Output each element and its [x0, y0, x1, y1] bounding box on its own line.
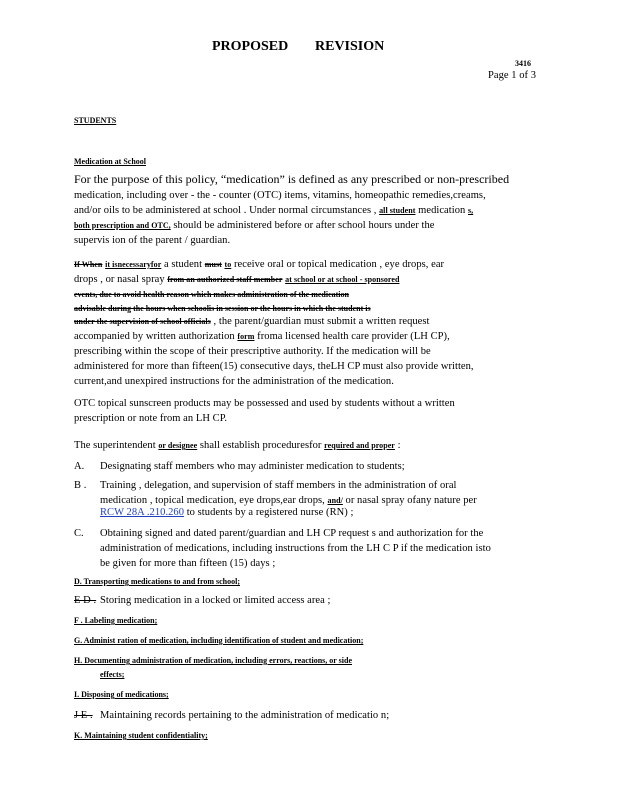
para1-line4-text: should be administered before or after school hours under the — [173, 220, 435, 231]
item-d: D. Transporting medications to and from school; — [74, 577, 241, 586]
para2-drops: drops , or nasal spray — [74, 274, 165, 285]
item-c-line1: Obtaining signed and dated parent/guardian and LH CP request s and authorization for the — [100, 528, 484, 539]
item-i: I. Disposing of medications; — [74, 690, 169, 699]
para1-line2: medication, including over - the - counter (OTC) items, vitamins, homeopathic remedies,creams, — [74, 190, 486, 201]
para2-to: to — [224, 260, 232, 269]
title-revision: REVISION — [315, 39, 385, 54]
item-b-medication: medication , topical medication, eye drops,ear drops, — [100, 495, 325, 506]
item-c-line3: be given for more than fifteen (15) days ; — [100, 558, 276, 569]
policy-number: 3416 — [515, 59, 531, 68]
para2-line9: current,and unexpired instructions for the administration of the medication. — [74, 376, 394, 387]
para2-line3: events, due to avoid health reason which makes administration of the medication — [74, 290, 349, 299]
para3-line1: OTC topical sunscreen products may be possessed and used by students without a written — [74, 398, 455, 409]
para2-from-authorized: from an authorized staff member — [167, 275, 283, 284]
item-j-text: Maintaining records pertaining to the administration of medicatio n; — [100, 710, 390, 721]
item-b-line1: Training , delegation, and supervision of staff members in the administration of oral — [100, 480, 457, 491]
para2-line2 — [74, 274, 399, 285]
subheading: Medication at School — [74, 157, 146, 166]
item-g: G. Administ ration of medication, including identification of student and medication; — [74, 636, 364, 645]
para4-text-a: The superintendent — [74, 440, 156, 451]
para4-text-c: shall establish proceduresfor — [199, 440, 322, 451]
para2-accompanied: accompanied by written authorization — [74, 331, 235, 342]
para2-supervision: under the supervision of school officials — [74, 317, 211, 326]
para1-line4 — [74, 220, 435, 231]
para2-form: form — [237, 332, 255, 341]
para2-parent-submit: , the parent/guardian must submit a written request — [213, 316, 430, 327]
para2-licensed: froma licensed health care provider (LH CP), — [257, 331, 450, 342]
para2-a-student: a student — [163, 259, 203, 270]
item-h: H. Documenting administration of medication, including errors, reactions, or side — [74, 656, 352, 665]
para1-line3 — [74, 205, 473, 216]
rcw-link[interactable]: RCW 28A .210.260 — [100, 507, 185, 518]
para2-at-school: at school or at school - sponsored — [285, 275, 400, 284]
para1-line3-text: and/or oils to be administered at school . Under normal circumstances , — [74, 205, 377, 216]
item-b-nasal: or nasal spray ofany nature per — [345, 495, 477, 506]
page-number: Page 1 of 3 — [488, 70, 537, 81]
para4-superintendent — [74, 440, 401, 451]
para1-line1: For the purpose of this policy, “medication” is defined as any prescribed or non-prescribed — [74, 172, 510, 186]
item-b-line3 — [100, 507, 353, 518]
item-e-text: Storing medication in a locked or limited access area ; — [100, 595, 331, 606]
para2-line7: prescribing within the scope of their prescriptive authority. If the medication will be — [74, 346, 431, 357]
para4-designee: or designee — [158, 441, 198, 450]
item-c-letter: C. — [74, 528, 84, 539]
para4-required: required and proper — [324, 441, 395, 450]
item-f: F . Labeling medication; — [74, 616, 158, 625]
item-b-nurse: to students by a registered nurse (RN) ; — [186, 507, 354, 518]
para4-colon: : — [397, 440, 401, 451]
item-b-letter: B . — [74, 480, 87, 491]
para1-both-prescription: both prescription and OTC, — [74, 221, 171, 230]
para1-medication: medication — [418, 205, 466, 216]
para3-line2: prescription or note from an LH CP. — [74, 413, 228, 424]
item-a-text: Designating staff members who may administer medication to students; — [100, 461, 405, 472]
item-b-line2 — [100, 495, 477, 506]
para2-line1 — [74, 259, 444, 270]
item-c-line2: administration of medications, including instructions from the LH C P if the medication isto — [100, 543, 491, 554]
para2-must: must — [204, 260, 222, 269]
para1-all-student: all student — [379, 206, 416, 215]
item-j-letter-text: J E . — [74, 710, 93, 721]
item-e-letter-text: E D . — [74, 595, 97, 606]
item-b-and: and/ — [327, 496, 343, 505]
item-h-effects: effects; — [100, 670, 125, 679]
item-e-letter — [74, 595, 96, 606]
para2-line5 — [74, 316, 430, 327]
item-k: K. Maintaining student confidentiality; — [74, 731, 208, 740]
para1-line5: supervis ion of the parent / guardian. — [74, 235, 231, 246]
item-a-letter: A. — [74, 461, 85, 472]
para2-line8: administered for more than fifteen(15) consecutive days, theLH CP must also provide written, — [74, 361, 474, 372]
para2-line4: advisable during the hours when schoolis in session or the hours in which the student is — [74, 304, 371, 313]
para2-necessary: it isnecessaryfor — [105, 260, 162, 269]
section-heading: STUDENTS — [74, 116, 117, 125]
para2-if-when: If When — [74, 260, 103, 269]
para1-s: s, — [468, 206, 474, 215]
title-proposed: PROPOSED — [212, 39, 289, 54]
para2-line6 — [74, 331, 450, 342]
para2-receive: receive oral or topical medication , eye drops, ear — [233, 259, 445, 270]
item-j-letter — [74, 710, 93, 721]
